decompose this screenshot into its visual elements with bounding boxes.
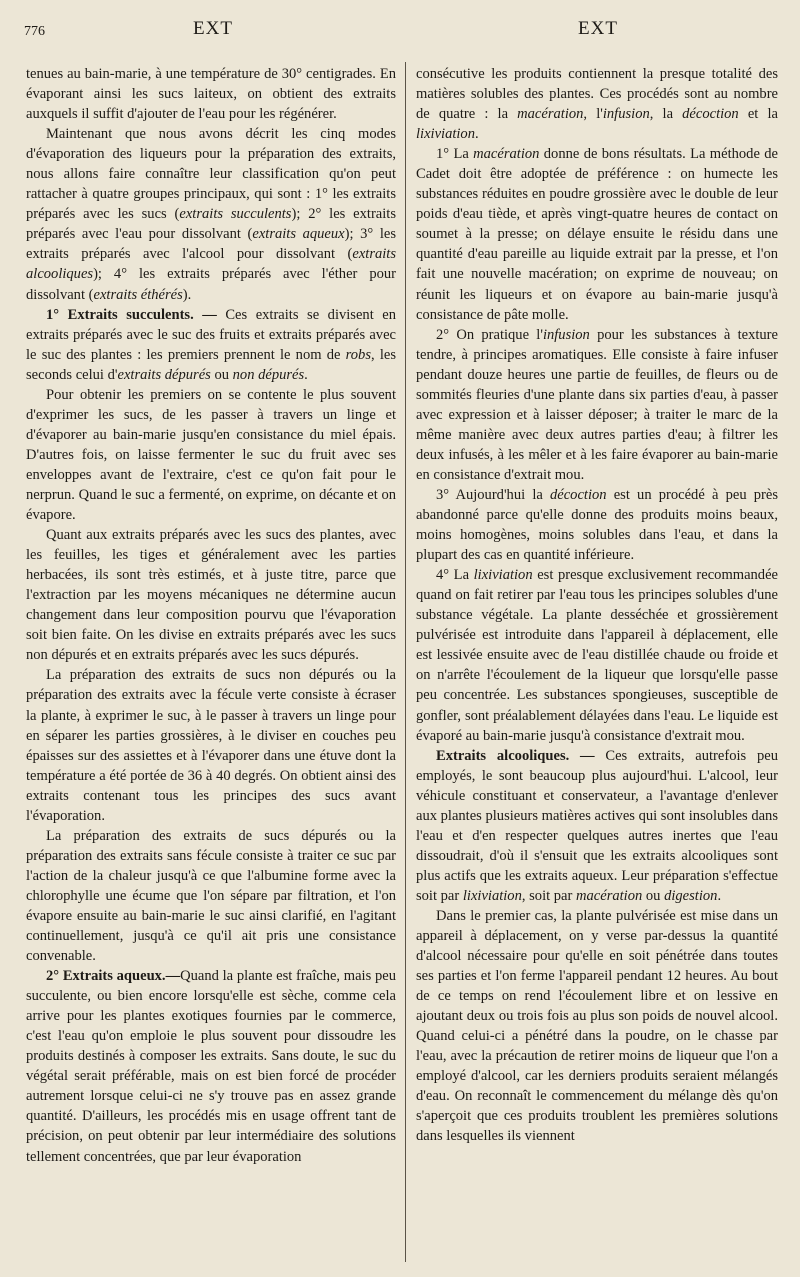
paragraph: 2° On pratique l'infusion pour les substances à texture tendre, à principes aromatiques. Elle consiste à faire infuser pendant douze heures une partie de feuilles, de fleurs ou de sommités fleuries d'une plante dans six parties d'eau, à passer avec expression et à laisser déposer; à traiter le marc de la même manière avec deux autres parties d'eau; à filtrer les deux infusés, à les mêler et à les faire évaporer au bain-marie en consistance d'extrait mou. xyxy=(416,326,778,483)
paragraph: consécutive les produits contiennent la presque totalité des matières solubles des plantes. Ces procédés sont au nombre de quatre : la macération, l'infusion, la décoction et la lixiviation. xyxy=(416,66,778,143)
running-head-right: EXT xyxy=(578,18,618,39)
paragraph: Pour obtenir les premiers on se contente le plus souvent d'exprimer les sucs, de les passer à travers un linge et d'évaporer au bain-marie jusqu'en consistance du miel épais. D'autres fois, on laisse fermenter le suc du fruit avec ses enveloppes avant de l'extraire, c'est ce qu'on fait pour le nerprun. Quand le suc a fermenté, on exprime, on décante et on évapore. xyxy=(26,386,396,524)
paragraph: tenues au bain-marie, à une température de 30° centigrades. En évaporant ainsi les sucs laiteux, on obtient des extraits auxquels il suffit d'ajouter de l'eau pour les régénérer. xyxy=(26,66,396,123)
running-head-left: EXT xyxy=(193,18,233,39)
paragraph: Extraits alcooliques. — Ces extraits, autrefois peu employés, le sont beaucoup plus aujourd'hui. L'alcool, leur véhicule constituant et conservateur, a l'avantage d'enlever aux plantes plusieurs matières actives qui sont insolubles dans l'eau et d'en respecter quelques autres inertes que l'eau dissoudrait, d'où il s'ensuit que les extraits alcooliques sont plus actifs que les extraits aqueux. Leur préparation s'effectue soit par lixiviation, soit par macération ou digestion. xyxy=(416,747,778,904)
paragraph: 4° La lixiviation est presque exclusivement recommandée quand on fait retirer par l'eau tous les principes solubles d'une substance végétale. La plante desséchée et grossièrement pulvérisée est introduite dans l'appareil à déplacement, elle est lessivée ensuite avec de l'eau distillée chaude ou froide et on n'arrête l'écoulement de la liqueur que lorsqu'elle passe peu concentrée. Les substances spongieuses, susceptible de gonfler, sont préalablement délayées dans l'eau. Le liquide est évaporé au bain-marie jusqu'à consistance d'extrait mou. xyxy=(416,567,778,744)
column-divider xyxy=(405,62,406,1262)
page-number: 776 xyxy=(24,24,45,39)
paragraph: Quant aux extraits préparés avec les sucs des plantes, avec les feuilles, les tiges et généralement avec les parties herbacées, ils sont très estimés, et à juste titre, parce que l'extraction par les moyens mécaniques ne détermine aucun changement dans leur composition pourvu que l'évaporation soit bien faite. On les divise en extraits préparés avec les sucs non dépurés et en extraits préparés avec les sucs dépurés. xyxy=(26,527,396,664)
paragraph: La préparation des extraits de sucs dépurés ou la préparation des extraits sans fécule consiste à traiter ce suc par l'action de la chaleur jusqu'à ce que l'albumine forme avec la chlorophylle une écume que l'on sépare par filtration, et l'on évapore ensuite au bain-marie le suc ainsi clarifié, en l'agitant continuellement, jusqu'à ce qu'il ait pris une consistance convenable. xyxy=(26,827,396,965)
paragraph: 1° La macération donne de bons résultats. La méthode de Cadet doit être adoptée de préférence : on humecte les substances réduites en poudre grossière avec le double de leur poids d'eau tiède, et après vingt-quatre heures de contact on soumet à la presse; on délaye ensuite le résidu dans une quantité d'eau pareille au liquide extrait par la presse, et l'on fait une nouvelle macération; on exprime de nouveau; on réunit les liqueurs et on évapore au bain-marie jusqu'à consistance de pâte molle. xyxy=(416,146,778,323)
paragraph: Maintenant que nous avons décrit les cinq modes d'évaporation des liqueurs pour la préparation des extraits, nous allons faire connaître leur classification qu'on peut rattacher à quatre groupes principaux, qui sont : 1° les extraits préparés avec les sucs (extraits succulents); 2° les extraits préparés avec l'eau pour dissolvant (extraits aqueux); 3° les extraits préparés avec l'alcool pour dissolvant (extraits alcooliques); 4° les extraits préparés avec l'éther pour dissolvant (extraits éthérés). xyxy=(26,126,396,303)
paragraph: La préparation des extraits de sucs non dépurés ou la préparation des extraits avec la fécule verte consiste à écraser la plante, à exprimer le suc, à le passer à travers un linge pour en séparer les parties grossières, à le diviser en couches peu épaisses sur des assiettes et à l'évaporer dans une étuve dont la température a été portée de 36 à 40 degrés. On obtient ainsi des extraits contenant tous les principes des sucs avant l'évaporation. xyxy=(26,667,396,824)
paragraph: 1° Extraits succulents. — Ces extraits se divisent en extraits préparés avec le suc des fruits et extraits préparés avec le suc des plantes : les premiers prennent le nom de robs, les seconds celui d'extraits dépurés ou non dépurés. xyxy=(26,306,396,383)
paragraph: 2° Extraits aqueux.—Quand la plante est fraîche, mais peu succulente, ou bien encore lorsqu'elle est sèche, comme cela arrive pour les plantes exotiques fournies par le commerce, c'est l'eau qu'on emploie le plus souvent pour dissoudre les produits destinés à composer les extraits. Sans doute, le suc du végétal serait préférable, mais on est bien forcé de procéder autrement lorsque celui-ci ne s'y trouve pas en assez grande quantité. D'ailleurs, les procédés mis en usage offrent tant de précision, on peut obtenir par leur intermédiaire des solutions tellement concentrées, que par leur évaporation xyxy=(26,968,396,1165)
paragraph: Dans le premier cas, la plante pulvérisée est mise dans un appareil à déplacement, on y verse par-dessus la quantité d'alcool nécessaire pour qu'elle en soit pénétrée dans toutes ses parties et l'on ferme l'appareil pendant 12 heures. Au bout de ce temps on rend l'écoulement libre et on lessive en ajoutant deux ou trois fois au plus son poids de nouvel alcool. Quand celui-ci a pénétré dans la poudre, on le chasse par l'eau, avec la précaution de retirer moins de liqueur que l'on a employé d'alcool, car les derniers produits seraient mélangés d'eau. On reconnaît le commencement du mélange dès qu'on s'aperçoit que ces produits troublent les premières solutions dans lesquelles ils viennent xyxy=(416,907,778,1145)
left-text-column xyxy=(26,64,396,1264)
paragraph: 3° Aujourd'hui la décoction est un procédé à peu près abandonné parce qu'elle donne des produits moins beaux, moins homogènes, moins solubles dans l'eau, et dans la plupart des cas en quantité inférieure. xyxy=(416,486,778,564)
right-text-column xyxy=(416,64,778,1264)
